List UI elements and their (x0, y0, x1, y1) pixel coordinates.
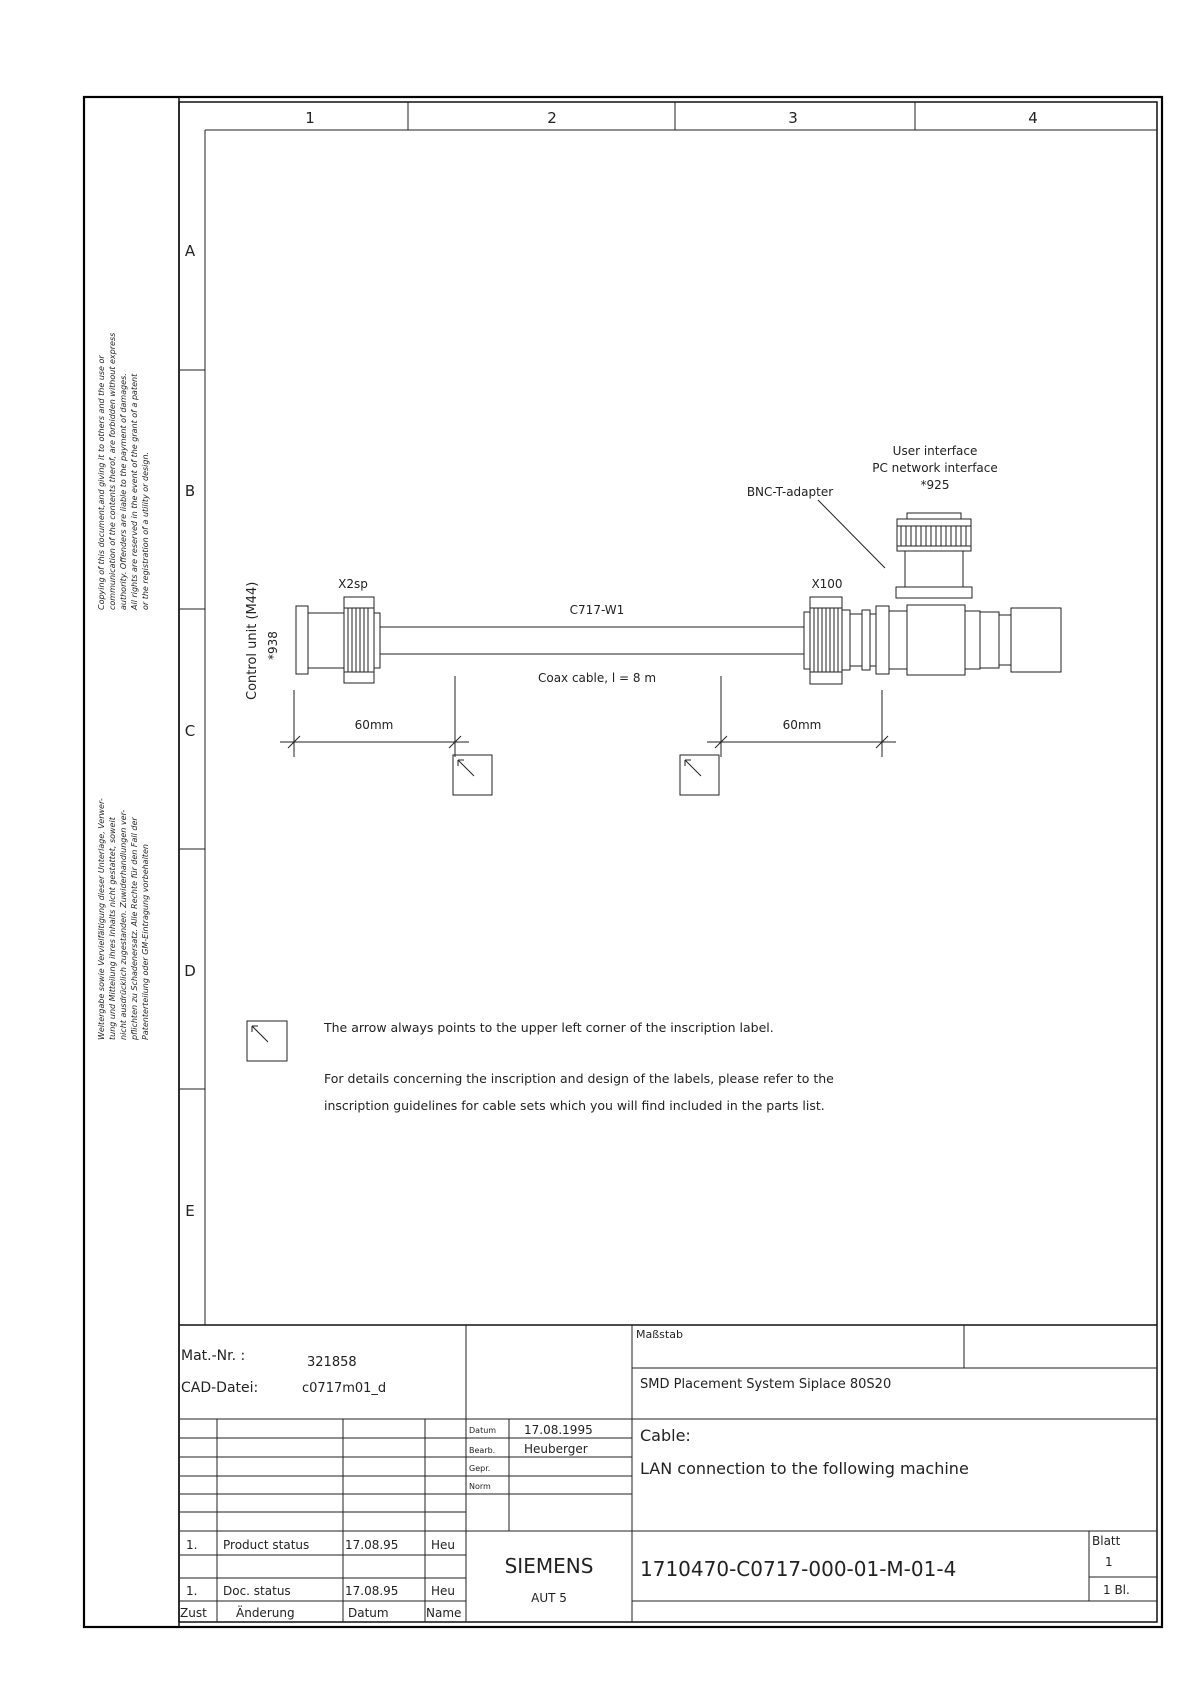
bnc-t-adapter (889, 513, 1061, 675)
details-note-line2: inscription guidelines for cable sets which you will find included in the parts list. (324, 1098, 825, 1113)
rev2-datum: 17.08.95 (345, 1584, 399, 1598)
department: AUT 5 (531, 1591, 567, 1605)
grid-row-d: D (184, 962, 196, 980)
rev2-aenderung: Doc. status (223, 1584, 291, 1598)
datum-value: 17.08.1995 (524, 1423, 593, 1437)
rev2-zust: 1. (186, 1584, 198, 1598)
bearb-value: Heuberger (524, 1442, 588, 1456)
side-note-german (97, 798, 150, 1041)
grid-col-2: 2 (547, 109, 557, 127)
drawing-number: 1710470-C0717-000-01-M-01-4 (640, 1557, 957, 1581)
svg-text:nicht ausdrücklich zugestanden: nicht ausdrücklich zugestanden. Zuwiderhandlungen ver- (119, 809, 128, 1040)
blatt-value: 1 (1105, 1555, 1113, 1569)
svg-text:communication of the contents: communication of the contents therof, are forbidden without express (108, 332, 117, 610)
svg-text:Weitergabe sowie Vervielfältig: Weitergabe sowie Vervielfältigung dieser Unterlage, Verwer- (97, 798, 106, 1040)
svg-text:Copying of this document,and g: Copying of this document,and giving it to others and the use or (97, 355, 106, 610)
col-name: Name (426, 1606, 462, 1620)
rev1-name: Heu (431, 1538, 456, 1552)
grid-col-4: 4 (1028, 109, 1038, 127)
inscription-label-legend (247, 1021, 287, 1061)
right-connector-label: X100 (811, 577, 843, 591)
col-datum: Datum (348, 1606, 389, 1620)
adapter-label: BNC-T-adapter (746, 485, 834, 499)
norm-label: Norm (469, 1482, 491, 1491)
grid-row-b: B (184, 482, 196, 500)
details-note-line1: For details concerning the inscription and design of the labels, please refer to the (324, 1071, 834, 1086)
svg-text:All rights are reserved in the: All rights are reserved in the event of the grant of a patent (130, 373, 139, 610)
svg-text:or the registration of a utili: or the registration of a utility or design. (141, 451, 150, 610)
outer-frame (84, 97, 1162, 1627)
left-device-label (245, 582, 260, 700)
svg-text:authority. Offenders are liabl: authority. Offenders are liable to the payment of damages. (119, 373, 128, 610)
rev1-zust: 1. (186, 1538, 198, 1552)
right-bnc-connector (804, 597, 889, 684)
cable-description: Coax cable, l = 8 m (537, 671, 657, 685)
side-note-english (97, 333, 150, 611)
system-name: SMD Placement System Siplace 80S20 (640, 1377, 892, 1392)
mat-value: 321858 (307, 1355, 357, 1370)
cad-label: CAD-Datei: (181, 1380, 259, 1396)
dimension-left (280, 676, 469, 757)
bearb-label: Bearb. (469, 1446, 496, 1455)
col-zust: Zust (180, 1606, 207, 1620)
col-aenderung: Änderung (236, 1606, 295, 1620)
rev2-name: Heu (431, 1584, 456, 1598)
cad-value: c0717m01_d (302, 1381, 387, 1396)
grid-row-e: E (185, 1202, 195, 1220)
dimension-right-label: 60mm (782, 718, 822, 732)
grid-col-1: 1 (305, 109, 315, 127)
mat-label: Mat.-Nr. : (181, 1348, 246, 1364)
drawing-title: LAN connection to the following machine (640, 1459, 969, 1478)
left-connector-label: X2sp (338, 577, 368, 591)
gepr-label: Gepr. (469, 1464, 491, 1473)
rev1-aenderung: Product status (223, 1538, 310, 1552)
dimension-left-label: 60mm (354, 718, 394, 732)
svg-text:Control unit (M44): Control unit (M44) (245, 581, 260, 700)
svg-text:tung und Mitteilung ihres Inha: tung und Mitteilung ihres Inhalts nicht gestattet, soweit (108, 817, 117, 1040)
right-device-ref: *925 (920, 478, 950, 492)
inscription-label-left (453, 755, 492, 795)
sheet-total: 1 Bl. (1103, 1583, 1130, 1597)
right-device-line1: User interface (892, 444, 978, 458)
cable-name: C717-W1 (569, 603, 625, 617)
cable-label: Cable: (640, 1426, 691, 1445)
svg-text:Patenterteilung oder GM-Eintra: Patenterteilung oder GM-Eintragung vorbehalten (141, 844, 150, 1040)
adapter-leader-line (818, 500, 885, 568)
svg-text:*938: *938 (266, 631, 280, 660)
coax-cable (380, 627, 810, 654)
inscription-label-right (680, 755, 719, 795)
left-bnc-connector (296, 597, 380, 683)
blatt-label: Blatt (1092, 1534, 1121, 1548)
grid-col-3: 3 (788, 109, 798, 127)
arrow-note: The arrow always points to the upper left corner of the inscription label. (324, 1020, 774, 1035)
rev1-datum: 17.08.95 (345, 1538, 399, 1552)
company-logo: SIEMENS (504, 1554, 594, 1578)
svg-text:pflichten zu Schadenersatz. Al: pflichten zu Schadenersatz. Alle Rechte für den Fall der (130, 817, 139, 1040)
dimension-right (707, 676, 896, 757)
grid-row-c: C (184, 722, 196, 740)
massstab-label: Maßstab (636, 1328, 683, 1341)
right-device-line2: PC network interface (872, 461, 998, 475)
left-device-ref (266, 631, 280, 660)
datum-label: Datum (469, 1426, 497, 1435)
grid-row-a: A (184, 242, 196, 260)
